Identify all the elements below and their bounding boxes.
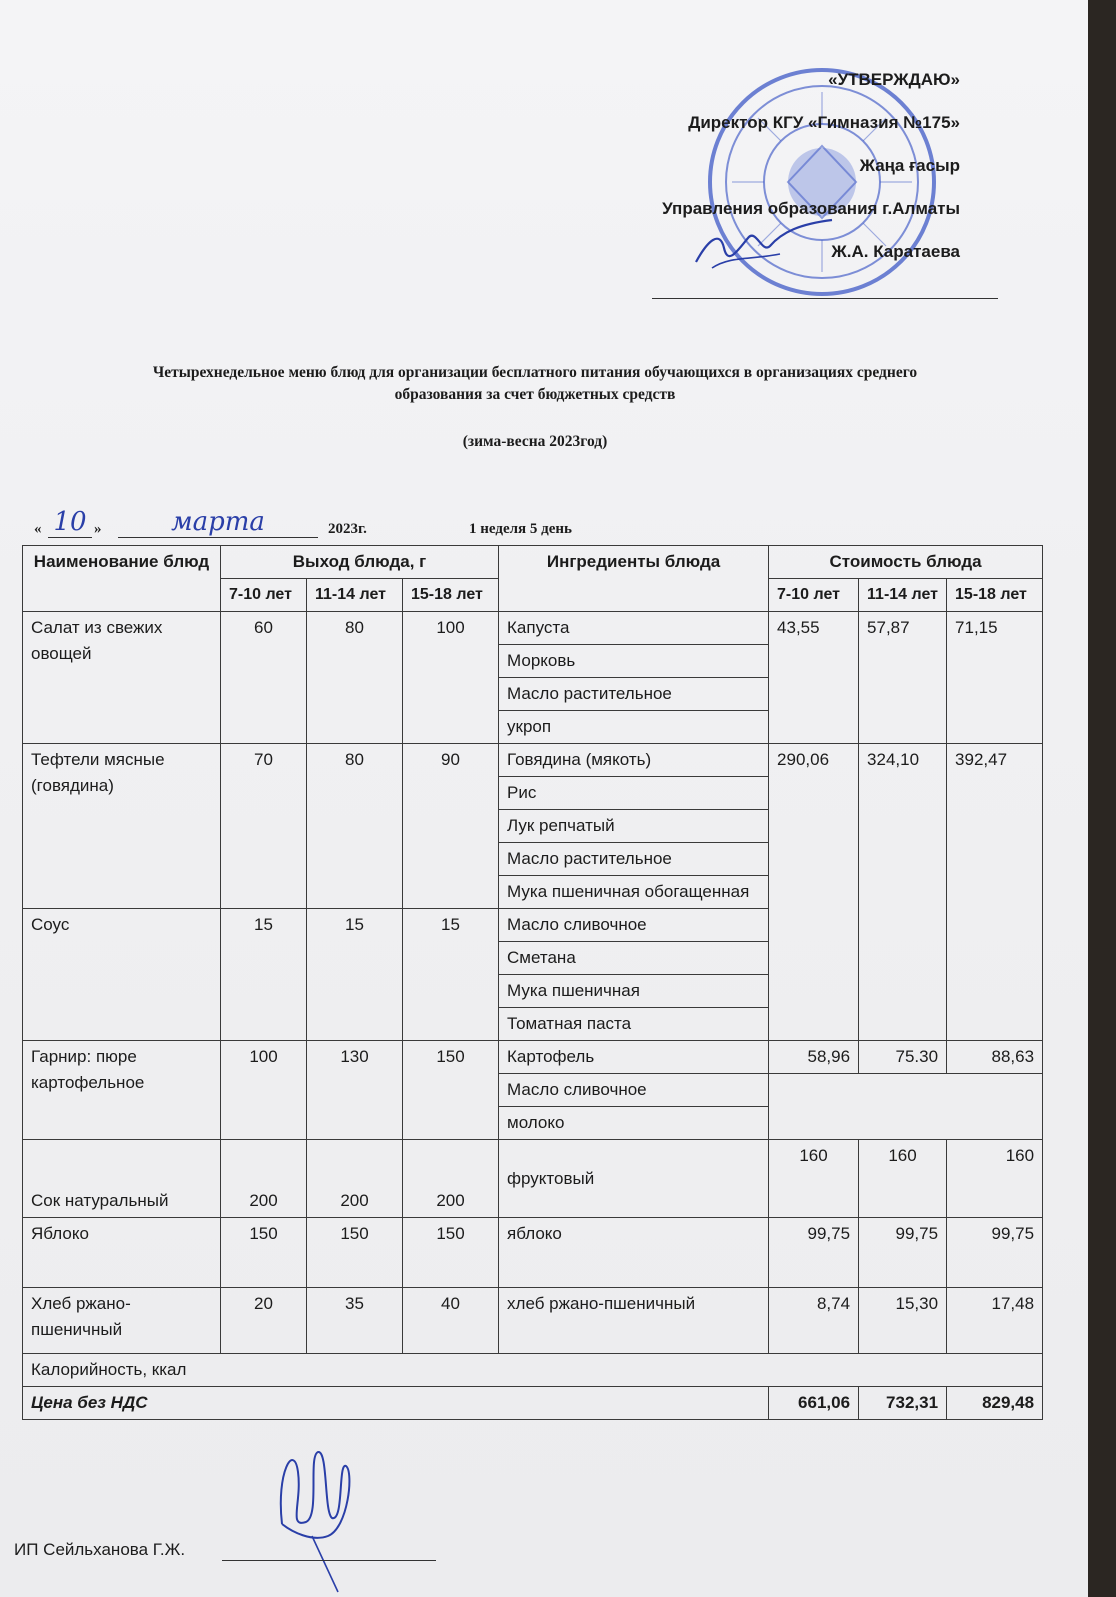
dish-name: Яблоко bbox=[23, 1218, 221, 1288]
header-yield-age-7-10: 7-10 лет bbox=[221, 579, 307, 612]
entrepreneur-label: ИП Сейльханова Г.Ж. bbox=[14, 1540, 186, 1559]
cost-15-18: 71,15 bbox=[947, 612, 1043, 744]
dish-name: Гарнир: пюре картофельное bbox=[23, 1041, 221, 1140]
menu-heading bbox=[30, 362, 1040, 406]
calories-label: Калорийность, ккал bbox=[23, 1354, 1043, 1387]
date-close-quote: » bbox=[94, 521, 102, 537]
yield-7-10: 70 bbox=[221, 744, 307, 909]
ingredient: Картофель bbox=[499, 1041, 769, 1074]
yield-7-10: 15 bbox=[221, 909, 307, 1041]
cost-7-10: 290,06 bbox=[769, 744, 859, 1041]
yield-11-14: 200 bbox=[307, 1140, 403, 1218]
approval-school-name: Жаңа ғасыр bbox=[859, 156, 960, 175]
director-signature bbox=[690, 210, 840, 280]
yield-11-14: 80 bbox=[307, 744, 403, 909]
cost-7-10: 99,75 bbox=[769, 1218, 859, 1288]
ingredient: молоко bbox=[499, 1107, 769, 1140]
approval-signatory: Ж.А. Каратаева bbox=[831, 242, 960, 261]
cost-11-14: 324,10 bbox=[859, 744, 947, 1041]
empty-cost-cell bbox=[769, 1074, 1043, 1140]
table-row bbox=[23, 1218, 1043, 1288]
ingredient: Капуста bbox=[499, 612, 769, 645]
date-month: марта bbox=[118, 507, 318, 538]
ingredient: Масло растительное bbox=[499, 678, 769, 711]
ingredient: Масло сливочное bbox=[499, 909, 769, 942]
ingredient: Лук репчатый bbox=[499, 810, 769, 843]
yield-11-14: 80 bbox=[307, 612, 403, 744]
yield-15-18: 90 bbox=[403, 744, 499, 909]
yield-7-10: 150 bbox=[221, 1218, 307, 1288]
date-open-quote: « bbox=[34, 521, 42, 537]
yield-11-14: 35 bbox=[307, 1288, 403, 1354]
yield-7-10: 20 bbox=[221, 1288, 307, 1354]
cost-7-10: 58,96 bbox=[769, 1041, 859, 1074]
ingredient: Говядина (мякоть) bbox=[499, 744, 769, 777]
approval-director: Директор КГУ «Гимназия №175» bbox=[688, 113, 960, 132]
header-dish-name: Наименование блюд bbox=[23, 546, 221, 612]
yield-7-10: 60 bbox=[221, 612, 307, 744]
cost-7-10: 8,74 bbox=[769, 1288, 859, 1354]
ingredient: Рис bbox=[499, 777, 769, 810]
total-cost-15-18: 829,48 bbox=[947, 1387, 1043, 1420]
ingredient: Мука пшеничная bbox=[499, 975, 769, 1008]
week-day-label: 1 неделя 5 день bbox=[469, 521, 572, 537]
cost-15-18: 160 bbox=[947, 1140, 1043, 1218]
cost-11-14: 15,30 bbox=[859, 1288, 947, 1354]
ingredient: Морковь bbox=[499, 645, 769, 678]
ingredient: Томатная паста bbox=[499, 1008, 769, 1041]
dish-name: Сок натуральный bbox=[23, 1140, 221, 1218]
cost-7-10: 160 bbox=[769, 1140, 859, 1218]
ingredient: Сметана bbox=[499, 942, 769, 975]
heading-line-1: Четырехнедельное меню блюд для организации бесплатного питания обучающихся в организациях среднего bbox=[152, 364, 918, 381]
yield-11-14: 15 bbox=[307, 909, 403, 1041]
ingredient: Масло растительное bbox=[499, 843, 769, 876]
header-ingredients: Ингредиенты блюда bbox=[499, 546, 769, 612]
cost-15-18: 392,47 bbox=[947, 744, 1043, 1041]
ingredient: хлеб ржано-пшеничный bbox=[499, 1288, 769, 1354]
entrepreneur-signature bbox=[268, 1432, 358, 1597]
heading-line-2: образования за счет бюджетных средств bbox=[394, 386, 676, 403]
header-cost-age-7-10: 7-10 лет bbox=[769, 579, 859, 612]
dish-name: Тефтели мясные (говядина) bbox=[23, 744, 221, 909]
table-row bbox=[23, 612, 1043, 645]
table-row bbox=[23, 744, 1043, 777]
yield-7-10: 100 bbox=[221, 1041, 307, 1140]
signature-underline bbox=[222, 1560, 436, 1561]
approval-department: Управления образования г.Алматы bbox=[662, 199, 960, 218]
table-row bbox=[23, 1140, 1043, 1218]
yield-11-14: 150 bbox=[307, 1218, 403, 1288]
yield-15-18: 150 bbox=[403, 1041, 499, 1140]
approval-underline bbox=[652, 298, 998, 299]
yield-15-18: 15 bbox=[403, 909, 499, 1041]
ingredient: укроп bbox=[499, 711, 769, 744]
yield-15-18: 200 bbox=[403, 1140, 499, 1218]
price-without-vat-label: Цена без НДС bbox=[23, 1387, 769, 1420]
dish-name: Хлеб ржано-пшеничный bbox=[23, 1288, 221, 1354]
cost-11-14: 57,87 bbox=[859, 612, 947, 744]
date-line bbox=[34, 507, 734, 546]
ingredient: фруктовый bbox=[499, 1140, 769, 1218]
cost-11-14: 99,75 bbox=[859, 1218, 947, 1288]
date-day: 10 bbox=[48, 507, 92, 538]
ingredient: Масло сливочное bbox=[499, 1074, 769, 1107]
cost-7-10: 43,55 bbox=[769, 612, 859, 744]
yield-15-18: 100 bbox=[403, 612, 499, 744]
date-year: 2023г. bbox=[328, 521, 367, 537]
cost-15-18: 17,48 bbox=[947, 1288, 1043, 1354]
header-yield: Выход блюда, г bbox=[221, 546, 499, 579]
header-cost-age-15-18: 15-18 лет bbox=[947, 579, 1043, 612]
table-row bbox=[23, 1288, 1043, 1354]
header-cost: Стоимость блюда bbox=[769, 546, 1043, 579]
cost-11-14: 160 bbox=[859, 1140, 947, 1218]
dish-name: Соус bbox=[23, 909, 221, 1041]
menu-table bbox=[22, 545, 1043, 1420]
total-cost-7-10: 661,06 bbox=[769, 1387, 859, 1420]
cost-15-18: 88,63 bbox=[947, 1041, 1043, 1074]
cost-11-14: 75.30 bbox=[859, 1041, 947, 1074]
ingredient: Мука пшеничная обогащенная bbox=[499, 876, 769, 909]
table-row bbox=[23, 1041, 1043, 1074]
ingredient: яблоко bbox=[499, 1218, 769, 1288]
yield-15-18: 40 bbox=[403, 1288, 499, 1354]
header-yield-age-15-18: 15-18 лет bbox=[403, 579, 499, 612]
yield-11-14: 130 bbox=[307, 1041, 403, 1140]
header-yield-age-11-14: 11-14 лет bbox=[307, 579, 403, 612]
yield-7-10: 200 bbox=[221, 1140, 307, 1218]
season-label: (зима-весна 2023год) bbox=[462, 433, 608, 450]
total-cost-11-14: 732,31 bbox=[859, 1387, 947, 1420]
cost-15-18: 99,75 bbox=[947, 1218, 1043, 1288]
dish-name: Салат из свежих овощей bbox=[23, 612, 221, 744]
approval-title: «УТВЕРЖДАЮ» bbox=[828, 70, 960, 89]
yield-15-18: 150 bbox=[403, 1218, 499, 1288]
header-cost-age-11-14: 11-14 лет bbox=[859, 579, 947, 612]
